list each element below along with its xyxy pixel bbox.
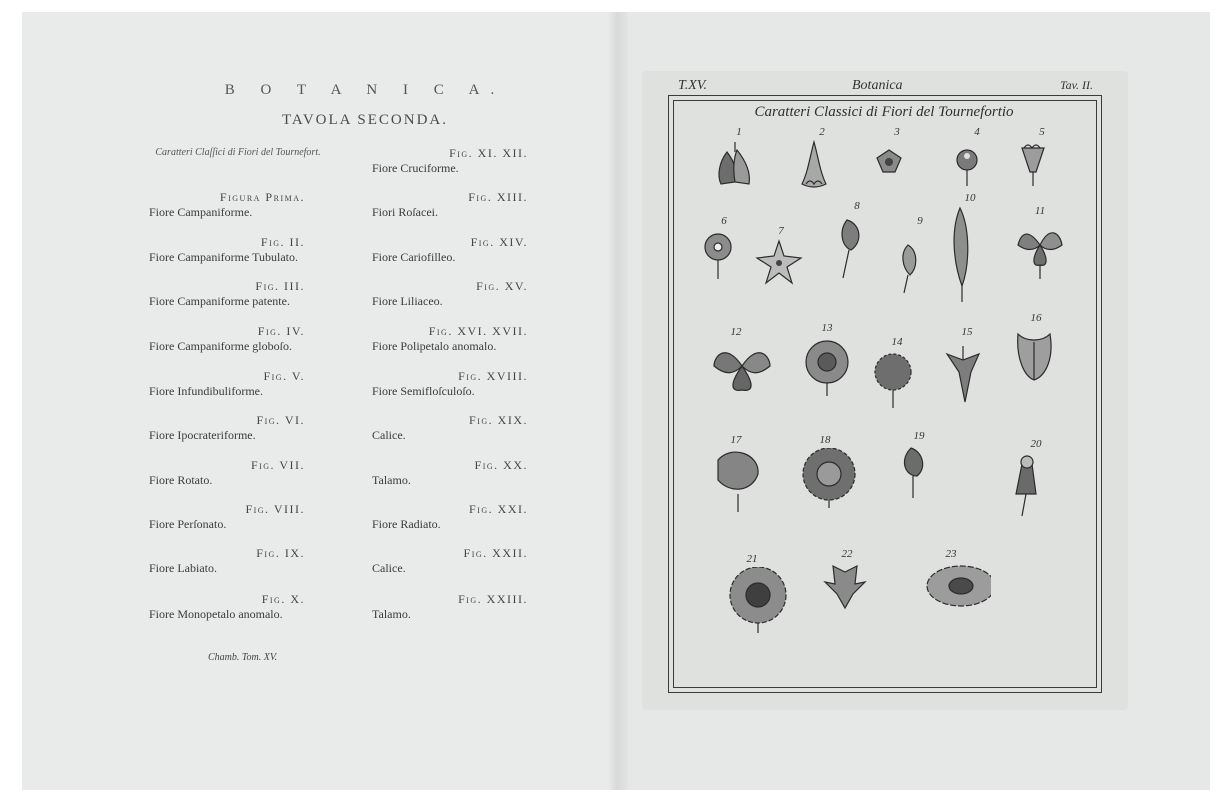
star-icon xyxy=(751,239,821,335)
flower-number: 17 xyxy=(730,434,742,446)
rose-icon xyxy=(797,336,867,432)
figure-description: Calice. xyxy=(372,561,406,575)
figure-description: Talamo. xyxy=(372,473,411,487)
figure-number: Fig. II. xyxy=(260,235,305,249)
tulip-icon xyxy=(1006,326,1076,422)
figure-number: Fig. XIII. xyxy=(468,190,528,204)
figure-entry xyxy=(149,190,349,220)
figure-description: Fiore Polipetalo anomalo. xyxy=(372,339,497,353)
flower-figure-18 xyxy=(795,434,865,544)
figure-entry xyxy=(372,546,572,576)
calyx-small-icon xyxy=(817,562,887,658)
flower-number: 5 xyxy=(1039,126,1045,138)
flower-number: 13 xyxy=(821,322,833,334)
personate-icon xyxy=(827,214,897,310)
figure-description: Fiore Campaniforme Tubulato. xyxy=(149,250,298,264)
figure-number: Fig. VII. xyxy=(250,458,305,472)
flower-figure-20 xyxy=(1006,438,1076,548)
plate-caption: Caratteri Classici di Fiori del Tournefortio xyxy=(754,104,1014,120)
flower-figure-8 xyxy=(827,200,897,310)
flower-figure-19 xyxy=(889,430,959,540)
flower-number: 3 xyxy=(894,126,900,138)
figure-description: Fiore Monopetalo anomalo. xyxy=(149,607,283,621)
intro-caption: Caratteri Claſſici di Fiori del Tournefort. xyxy=(155,147,321,158)
lily-icon xyxy=(937,340,1007,436)
figure-entry xyxy=(372,592,572,622)
figure-description: Fiore Infundibuliforme. xyxy=(149,384,263,398)
cross-icon xyxy=(1010,219,1080,315)
figure-entry xyxy=(372,502,572,532)
figure-entry xyxy=(149,324,349,354)
figure-number: Fig. VI. xyxy=(256,413,305,427)
figure-entry xyxy=(149,592,349,622)
figure-number: Figura Prima. xyxy=(219,190,305,204)
flower-number: 18 xyxy=(819,434,831,446)
flower-number: 6 xyxy=(721,215,727,227)
figure-entry xyxy=(372,324,572,354)
flower-number: 10 xyxy=(964,192,976,204)
figure-entry xyxy=(149,235,349,265)
flower-figure-21 xyxy=(722,553,792,663)
flower-figure-10 xyxy=(940,192,1010,302)
receptacle-icon xyxy=(921,562,991,658)
flower-figure-11 xyxy=(1010,205,1080,315)
anomalous-icon xyxy=(940,206,1010,302)
figure-description: Fiore Perſonato. xyxy=(149,517,227,531)
figure-number: Fig. XVIII. xyxy=(458,369,528,383)
figure-description: Fiore Labiato. xyxy=(149,561,217,575)
calyx-icon xyxy=(1006,452,1076,548)
flower-figure-17 xyxy=(706,434,776,544)
figure-entry xyxy=(372,190,572,220)
flower-number: 14 xyxy=(891,336,903,348)
flower-number: 4 xyxy=(974,126,980,138)
figure-description: Talamo. xyxy=(372,607,411,621)
plate-title: Botanica xyxy=(852,78,903,93)
flower-number: 20 xyxy=(1030,438,1042,450)
figure-number: Fig. XXIII. xyxy=(458,592,528,606)
figure-number: Fig. XI. XII. xyxy=(449,146,528,160)
flower-figure-23 xyxy=(921,548,991,658)
figure-description: Fiore Cruciforme. xyxy=(372,161,459,175)
flower-figure-15 xyxy=(937,326,1007,436)
plate-volume: T.XV. xyxy=(678,78,708,93)
sunflower-icon xyxy=(722,567,792,663)
flower-number: 1 xyxy=(736,126,742,138)
figure-number: Fig. IX. xyxy=(256,546,305,560)
figure-description: Fiore Rotato. xyxy=(149,473,213,487)
figure-entry xyxy=(372,146,572,176)
flower-number: 8 xyxy=(854,200,860,212)
composite-icon xyxy=(795,448,865,544)
figure-number: Fig. VIII. xyxy=(245,502,305,516)
figure-description: Fiore Campaniforme globoſo. xyxy=(149,339,292,353)
figure-description: Calice. xyxy=(372,428,406,442)
figure-number: Fig. XXI. xyxy=(469,502,528,516)
figure-entry xyxy=(372,458,572,488)
figure-number: Fig. III. xyxy=(255,279,305,293)
figure-entry xyxy=(149,546,349,576)
figure-entry xyxy=(372,235,572,265)
flower-figure-16 xyxy=(1006,312,1076,422)
flower-number: 15 xyxy=(961,326,973,338)
figure-number: Fig. XIX. xyxy=(469,413,528,427)
figure-entry xyxy=(149,502,349,532)
flower-number: 9 xyxy=(917,215,923,227)
figure-entry xyxy=(149,279,349,309)
figure-description: Fiore Cariofilleo. xyxy=(372,250,456,264)
page-footer: Chamb. Tom. XV. xyxy=(208,652,278,663)
figure-description: Fiore Campaniforme. xyxy=(149,205,253,219)
figure-entry xyxy=(372,413,572,443)
figure-description: Fiore Ipocrateriforme. xyxy=(149,428,256,442)
figure-number: Fig. XIV. xyxy=(470,235,528,249)
flower-figure-12 xyxy=(706,326,776,436)
figure-number: Fig. XX. xyxy=(474,458,528,472)
figure-entry xyxy=(372,369,572,399)
page-title: B O T A N I C A. xyxy=(224,82,506,98)
flower-figure-22 xyxy=(817,548,887,658)
flower-number: 7 xyxy=(778,225,784,237)
flower-figure-13 xyxy=(797,322,867,432)
figure-number: Fig. IV. xyxy=(257,324,305,338)
flower-number: 21 xyxy=(746,553,758,565)
cross-large-icon xyxy=(706,340,776,436)
figure-entry xyxy=(149,369,349,399)
floret-icon xyxy=(889,444,959,540)
figure-number: Fig. XV. xyxy=(476,279,528,293)
flower-number: 12 xyxy=(730,326,742,338)
figure-description: Fiore Liliaceo. xyxy=(372,294,443,308)
figure-description: Fiore Semifloſculoſo. xyxy=(372,384,475,398)
figure-number: Fig. X. xyxy=(261,592,305,606)
flower-number: 16 xyxy=(1030,312,1042,324)
figure-entry xyxy=(149,458,349,488)
figure-entry xyxy=(372,279,572,309)
figure-description: Fiore Campaniforme patente. xyxy=(149,294,290,308)
figure-number: Fig. XXII. xyxy=(463,546,528,560)
flower-number: 23 xyxy=(945,548,957,560)
flower-figure-7 xyxy=(751,225,821,335)
pea-icon xyxy=(706,448,776,544)
flower-number: 2 xyxy=(819,126,825,138)
figure-entry xyxy=(149,413,349,443)
plate-number: Tav. II. xyxy=(1060,78,1093,92)
figure-number: Fig. V. xyxy=(263,369,305,383)
page-subtitle: TAVOLA SECONDA. xyxy=(281,112,449,128)
flower-number: 22 xyxy=(841,548,853,560)
figure-number: Fig. XVI. XVII. xyxy=(428,324,528,338)
figure-description: Fiore Radiato. xyxy=(372,517,441,531)
figure-description: Fiori Roſacei. xyxy=(372,205,438,219)
flower-number: 11 xyxy=(1034,205,1046,217)
flower-number: 19 xyxy=(913,430,925,442)
